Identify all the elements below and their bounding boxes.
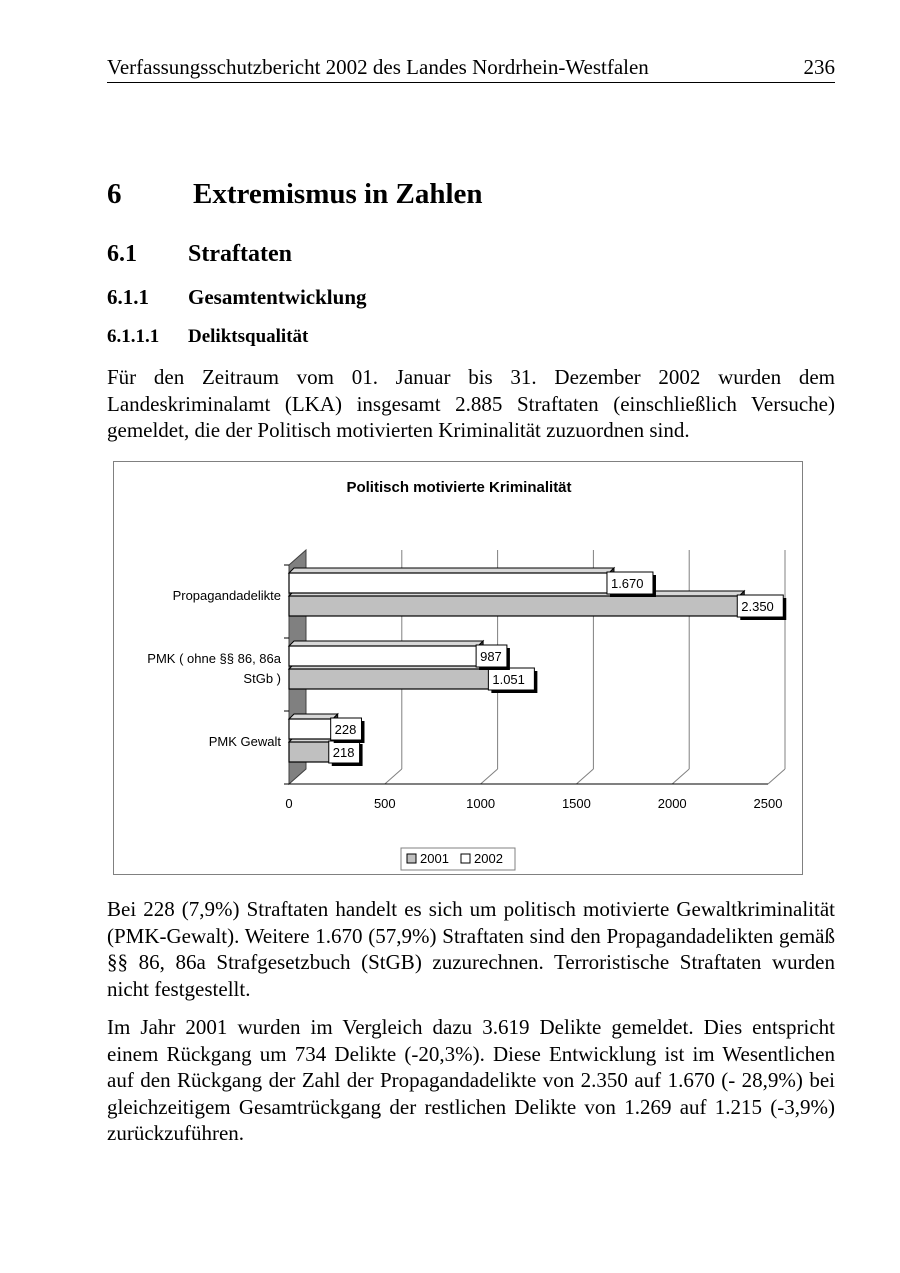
category-label: Propagandadelikte: [172, 588, 281, 603]
heading-level-1: [107, 174, 707, 214]
bar-chart: [114, 462, 804, 876]
chart-frame: [113, 461, 803, 875]
bar-2002: [289, 573, 609, 593]
data-label: 218: [332, 745, 355, 760]
heading-text: Extremismus in Zahlen: [193, 178, 483, 210]
chart-title: Politisch motivierte Kriminalität: [346, 479, 572, 496]
floor-gridline: [481, 769, 498, 784]
legend-label-2001: 2001: [420, 851, 449, 866]
heading-text: Gesamtentwicklung: [188, 285, 367, 309]
category-label: PMK Gewalt: [208, 734, 281, 749]
x-tick-label: 2000: [657, 796, 687, 811]
data-label: 1.670: [610, 576, 644, 591]
x-tick-label: 0: [285, 796, 293, 811]
category-label: PMK ( ohne §§ 86, 86a: [147, 651, 281, 666]
legend-label-2002: 2002: [474, 851, 503, 866]
data-label: 987: [480, 649, 502, 664]
heading-level-2: [107, 237, 707, 271]
x-tick-label: 2500: [753, 796, 783, 811]
x-tick-label: 1500: [561, 796, 591, 811]
data-label: 2.350: [741, 599, 774, 614]
bar-2002: [289, 646, 478, 666]
bar-top-2002: [289, 568, 614, 573]
heading-text: Deliktsqualität: [188, 326, 309, 347]
data-label: 228: [334, 722, 357, 737]
paragraph-intro: Für den Zeitraum vom 01. Januar bis 31. Dezember 2002 wurden dem Landeskriminalamt (LKA) insgesamt 2.885 Straftaten (einschließlich Versuche) gemeldet, die der Politisch motivierten Kriminalität zuzuordnen sind.: [107, 365, 835, 442]
running-header: [107, 52, 835, 83]
heading-number: 6.1.1.1: [107, 326, 160, 347]
heading-number: 6.1: [107, 241, 137, 267]
heading-level-4: [107, 323, 707, 351]
floor-gridline: [576, 769, 593, 784]
category-label: StGb ): [243, 671, 281, 686]
data-label: 1.051: [492, 672, 525, 687]
floor-gridline: [672, 769, 689, 784]
paragraph-vergleich: Im Jahr 2001 wurden im Vergleich dazu 3.619 Delikte gemeldet. Dies entspricht einem Rückgang um 734 Delikte (-20,3%). Diese Entwicklung ist im Wesentlichen auf den Rückgang der Zahl der Propagandadelikte von 2.350 auf 1.670 (- 28,9%) bei gleichzeitigem Gesamtrückgang der restlichen Delikte von 1.269 auf 1.215 (-3,9%) zurückzuführen.: [107, 1015, 835, 1145]
x-tick-label: 1000: [466, 796, 496, 811]
legend-swatch-2001: [407, 854, 416, 863]
bar-2001: [289, 742, 331, 762]
legend-swatch-2002: [461, 854, 470, 863]
page-number: 236: [803, 55, 835, 79]
bar-2001: [289, 669, 490, 689]
bar-top-2002: [289, 641, 483, 646]
paragraph-gewalt: Bei 228 (7,9%) Straftaten handelt es sich um politisch motivierte Gewaltkriminalität (PMK-Gewalt). Weitere 1.670 (57,9%) Straftaten sind den Propagandadelikten gemäß §§ 86, 86a Strafgesetzbuch (StGB) zuzurechnen. Terroristische Straftaten wurden nicht festgestellt.: [107, 897, 835, 1001]
x-tick-label: 500: [373, 796, 396, 811]
heading-level-3: [107, 282, 707, 312]
heading-number: 6: [107, 178, 122, 210]
header-title: Verfassungsschutzbericht 2002 des Landes Nordrhein-Westfalen: [107, 55, 649, 79]
bar-2002: [289, 719, 333, 739]
heading-number: 6.1.1: [107, 285, 149, 309]
bar-2001: [289, 596, 739, 616]
heading-text: Straftaten: [188, 241, 292, 267]
floor-gridline: [385, 769, 402, 784]
floor-gridline: [768, 769, 785, 784]
